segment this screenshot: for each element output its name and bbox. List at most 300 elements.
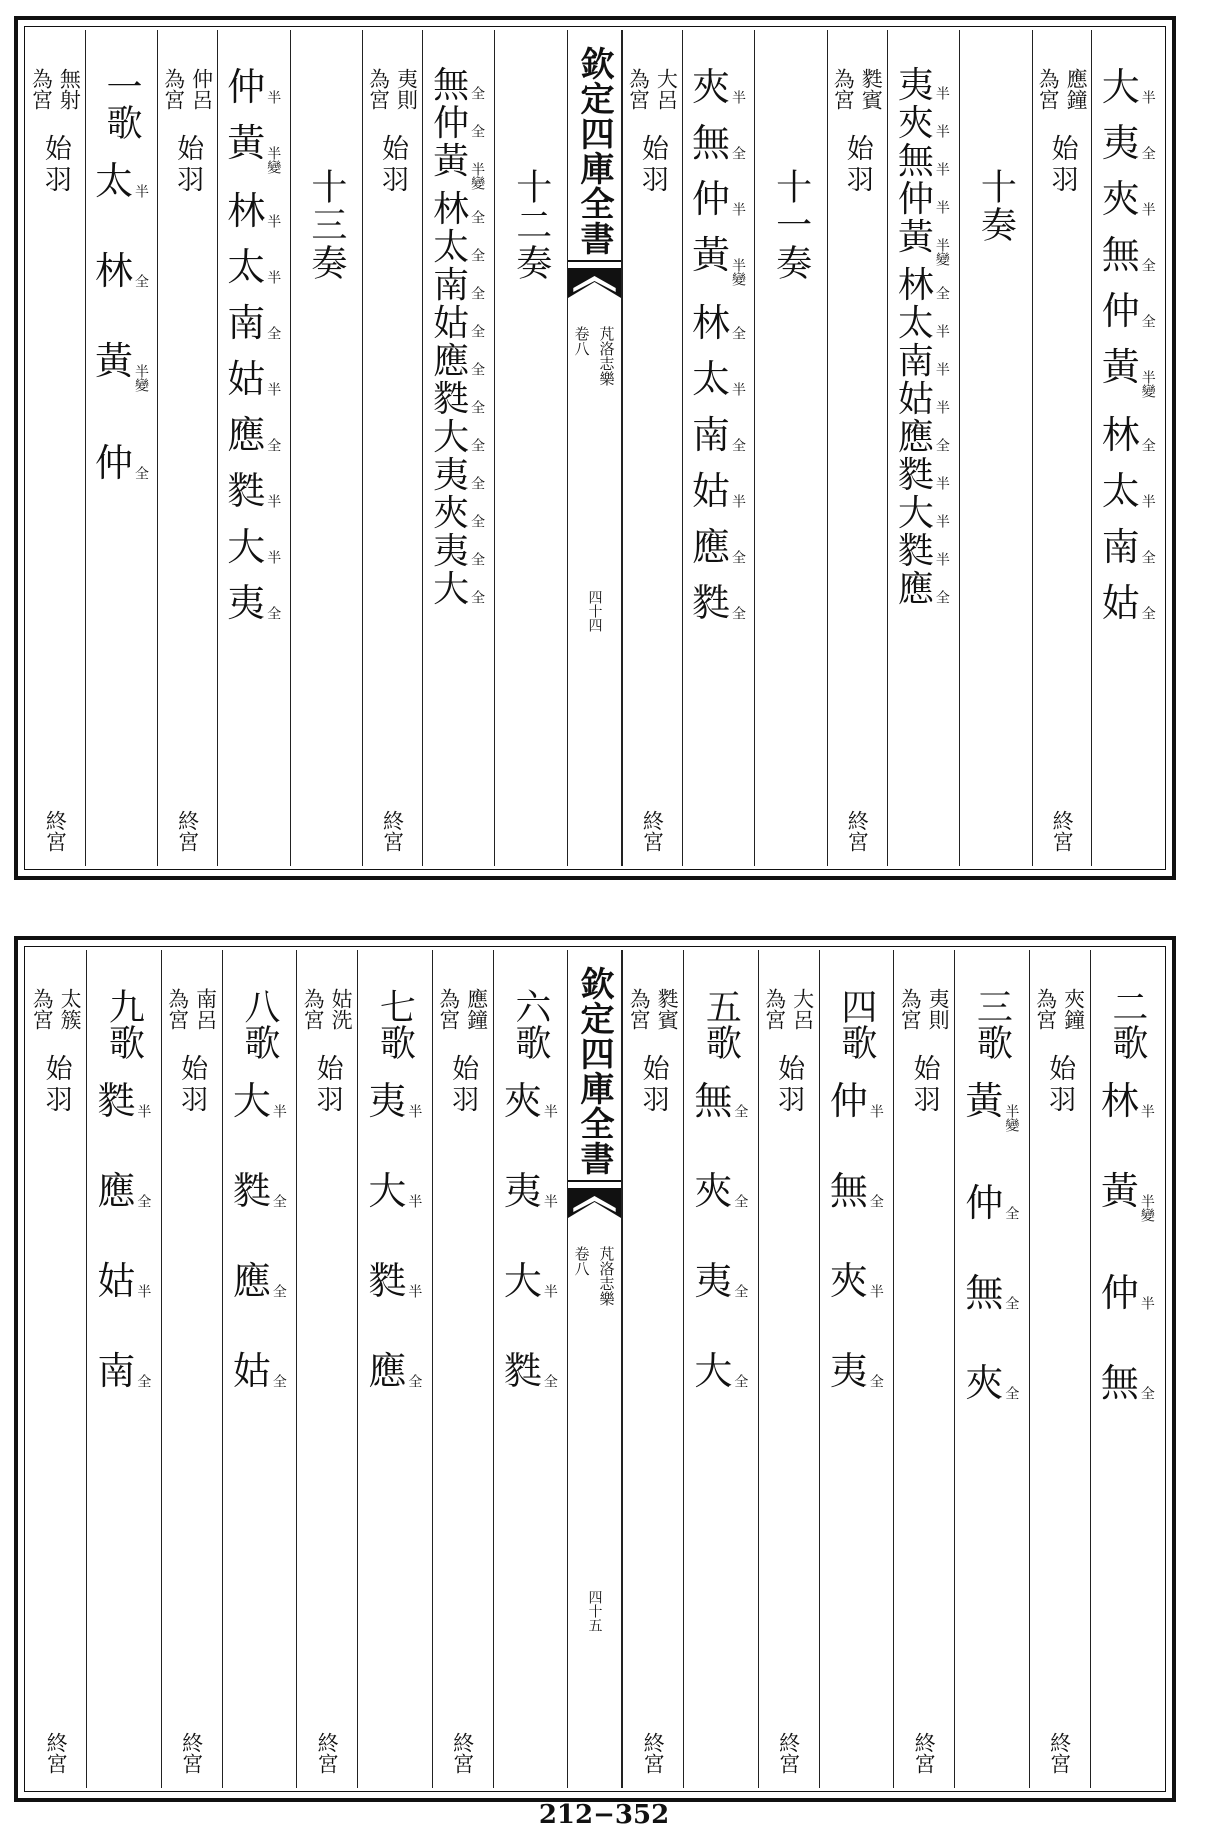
- tune-pitch: 應鐘: [464, 988, 489, 1030]
- note-pitch: 黃: [691, 233, 730, 277]
- note-pitch: 無: [1101, 233, 1140, 277]
- note-mark: 半: [1138, 1104, 1155, 1118]
- note-pitch: 夾: [897, 103, 934, 144]
- note: [897, 65, 950, 106]
- note-pitch: 黃: [94, 339, 133, 383]
- fishtail-mark-icon: [568, 1188, 621, 1224]
- note: [694, 1079, 749, 1123]
- note: [1100, 1361, 1155, 1405]
- note: [97, 1169, 152, 1213]
- note-mark: 半變: [469, 162, 486, 190]
- center-margin-column: [567, 950, 622, 1788]
- top-page-panel: [14, 16, 1176, 880]
- note: [965, 1361, 1020, 1405]
- note-mark: 全: [469, 248, 486, 262]
- tune-end: 終宮: [641, 1732, 666, 1774]
- note-pitch: 無: [433, 65, 470, 106]
- tune-end: 終宮: [380, 810, 405, 852]
- note: [1101, 177, 1156, 221]
- note-pitch: 夾: [694, 1169, 733, 1213]
- note-pitch: 夷: [829, 1349, 868, 1393]
- tune-key-label: [30, 68, 80, 110]
- note-mark: 全: [732, 1374, 749, 1388]
- note-mark: 全: [469, 590, 486, 604]
- note-pitch: 姑: [97, 1259, 136, 1303]
- notes-column: [86, 950, 160, 1788]
- note-pitch: 無: [1100, 1361, 1139, 1405]
- tune-key-label: [167, 988, 217, 1030]
- note-pitch: 林: [897, 265, 934, 306]
- note-mark: 全: [265, 606, 282, 620]
- note: [227, 469, 282, 513]
- note-mark: 半變: [1139, 370, 1156, 398]
- song-number: 六歌: [509, 988, 551, 1060]
- note-pitch: 姑: [433, 303, 470, 344]
- note: [1101, 413, 1156, 457]
- tune-gong: 為宮: [436, 988, 461, 1030]
- song-number: 三歌: [971, 988, 1013, 1060]
- tune-gong: 為宮: [29, 68, 54, 110]
- note-pitch: 姑: [691, 469, 730, 513]
- note: [1101, 233, 1156, 277]
- tune-mode: 始羽: [1046, 134, 1078, 196]
- note-pitch: 㽔: [433, 379, 470, 420]
- note: [368, 1169, 423, 1213]
- note-mark: 全: [469, 210, 486, 224]
- tune-mode: 始羽: [1044, 1054, 1076, 1116]
- tune-end: 終宮: [43, 810, 68, 852]
- tune-gong: 為宮: [161, 68, 186, 110]
- note: [829, 1259, 884, 1303]
- note-mark: 半: [265, 270, 282, 284]
- note: [433, 531, 486, 572]
- chapter-title: 芃洛志樂: [597, 1246, 616, 1306]
- tune-end: 終宮: [912, 1732, 937, 1774]
- section-heading: 十二奏: [510, 168, 552, 282]
- song-number: 七歌: [374, 988, 416, 1060]
- tune-gong: 為宮: [627, 988, 652, 1030]
- note-mark: 全: [469, 286, 486, 300]
- note: [433, 493, 486, 534]
- note: [694, 1259, 749, 1303]
- note: [503, 1169, 558, 1213]
- note: [1101, 345, 1156, 398]
- tune-end: 終宮: [640, 810, 665, 852]
- folio-number: 四十五: [586, 1590, 603, 1632]
- note-mark: 半變: [1138, 1194, 1155, 1222]
- note-pitch: 㽔: [227, 469, 266, 513]
- tune-mode: 始羽: [637, 1054, 669, 1116]
- note-mark: 全: [270, 1194, 287, 1208]
- tune-gong: 為宮: [1036, 68, 1061, 110]
- tune-info-column: [432, 950, 493, 1788]
- tune-pitch: 仲呂: [189, 68, 214, 110]
- note-pitch: 太: [227, 245, 266, 289]
- note-pitch: 應: [227, 413, 266, 457]
- note: [503, 1349, 558, 1393]
- note: [1101, 121, 1156, 165]
- note-mark: 半: [933, 200, 950, 214]
- note-pitch: 應: [368, 1349, 407, 1393]
- note: [227, 581, 282, 625]
- note-pitch: 大: [503, 1259, 542, 1303]
- note-mark: 半: [265, 90, 282, 104]
- note-mark: 半: [933, 514, 950, 528]
- note-pitch: 仲: [965, 1181, 1004, 1225]
- note-pitch: 南: [897, 341, 934, 382]
- tune-pitch: 㽔賓: [859, 68, 884, 110]
- tune-mode: 始羽: [636, 134, 668, 196]
- tune-end: 終宮: [450, 1732, 475, 1774]
- notes-column: [683, 950, 757, 1788]
- note: [227, 121, 282, 174]
- note: [227, 413, 282, 457]
- note-mark: 全: [730, 550, 746, 564]
- notes-column: [357, 950, 431, 1788]
- note: [1101, 469, 1156, 513]
- note-mark: 半: [1139, 494, 1156, 508]
- note-pitch: 夾: [691, 65, 730, 109]
- note-mark: 全: [933, 590, 950, 604]
- note-pitch: 夷: [368, 1079, 407, 1123]
- note: [368, 1079, 423, 1123]
- note: [1101, 525, 1156, 569]
- note-mark: 全: [1138, 1386, 1155, 1400]
- page-number: 212−352: [538, 1800, 670, 1830]
- note: [691, 177, 746, 221]
- note-mark: 全: [1003, 1206, 1020, 1220]
- note-mark: 全: [732, 1104, 749, 1118]
- tune-info-column: [758, 950, 819, 1788]
- note-pitch: 㽔: [232, 1169, 271, 1213]
- tune-info-column: [1029, 950, 1090, 1788]
- fishtail-mark-icon: [568, 268, 621, 304]
- note-mark: 全: [1139, 438, 1156, 452]
- note: [227, 245, 282, 289]
- note-pitch: 南: [1101, 525, 1140, 569]
- note-mark: 半: [541, 1284, 558, 1298]
- note-pitch: 太: [897, 303, 934, 344]
- note-pitch: 黃: [433, 141, 470, 182]
- note-mark: 半: [867, 1284, 884, 1298]
- tune-key-label: [832, 68, 882, 110]
- note-mark: 半: [541, 1194, 558, 1208]
- tune-mode: 始羽: [376, 134, 408, 196]
- note-pitch: 夷: [227, 581, 266, 625]
- note-mark: 半: [867, 1104, 884, 1118]
- notes-column: [887, 30, 960, 866]
- note-pitch: 姑: [232, 1349, 271, 1393]
- note-mark: 全: [469, 324, 486, 338]
- note-mark: 半: [933, 324, 950, 338]
- note-mark: 全: [265, 438, 282, 452]
- note-pitch: 南: [691, 413, 730, 457]
- note-pitch: 應: [433, 341, 470, 382]
- note: [97, 1079, 152, 1123]
- note-pitch: 黃: [965, 1079, 1004, 1123]
- note-pitch: 㽔: [503, 1349, 542, 1393]
- song-number: 九歌: [103, 988, 145, 1060]
- tune-info-column: [893, 950, 954, 1788]
- note: [691, 469, 746, 513]
- note: [897, 341, 950, 382]
- note: [691, 525, 746, 569]
- note-mark: 半: [265, 382, 282, 396]
- note-pitch: 大: [227, 525, 266, 569]
- note: [897, 569, 950, 610]
- note-pitch: 仲: [433, 103, 470, 144]
- note: [897, 303, 950, 344]
- notes-column: [493, 950, 567, 1788]
- note-mark: 半: [1139, 202, 1156, 216]
- note: [1101, 65, 1156, 109]
- note-pitch: 大: [694, 1349, 733, 1393]
- note-pitch: 夾: [829, 1259, 868, 1303]
- tune-key-label: [899, 988, 949, 1030]
- note-mark: 半: [933, 552, 950, 566]
- note: [897, 103, 950, 144]
- tune-gong: 為宮: [762, 988, 787, 1030]
- notes-column: [422, 30, 495, 866]
- note: [433, 379, 486, 420]
- tune-key-label: [438, 988, 488, 1030]
- note: [829, 1079, 884, 1123]
- note-pitch: 林: [433, 189, 470, 230]
- tune-info-column: [827, 30, 887, 866]
- note-mark: 全: [867, 1374, 884, 1388]
- tune-mode: 始羽: [172, 134, 204, 196]
- tune-pitch: 夷則: [926, 988, 951, 1030]
- note-pitch: 太: [691, 357, 730, 401]
- note-mark: 半: [265, 550, 282, 564]
- note-pitch: 大: [368, 1169, 407, 1213]
- chapter-heading: [572, 326, 618, 386]
- note-mark: 半: [933, 124, 950, 138]
- note: [227, 525, 282, 569]
- note-pitch: 黃: [1101, 345, 1140, 389]
- note-pitch: 大: [897, 493, 934, 534]
- tune-mode: 始羽: [908, 1054, 940, 1116]
- note-pitch: 林: [1100, 1079, 1139, 1123]
- tune-info-column: [362, 30, 422, 866]
- tune-pitch: 太簇: [58, 988, 83, 1030]
- section-heading-column: [494, 30, 567, 866]
- note: [1101, 289, 1156, 333]
- note-pitch: 大: [1101, 65, 1140, 109]
- note-pitch: 應: [897, 417, 934, 458]
- note-pitch: 仲: [94, 441, 133, 485]
- tune-mode: 始羽: [447, 1054, 479, 1116]
- notes-column: [682, 30, 755, 866]
- tune-gong: 為宮: [30, 988, 55, 1030]
- note-mark: 半變: [730, 258, 746, 286]
- note: [897, 531, 950, 572]
- note-mark: 半變: [133, 364, 149, 392]
- note-mark: 全: [541, 1374, 558, 1388]
- note-mark: 全: [406, 1374, 423, 1388]
- tune-info-column: [296, 950, 357, 1788]
- note-mark: 全: [1139, 146, 1156, 160]
- tune-info-column: [622, 950, 683, 1788]
- tune-end: 終宮: [179, 1732, 204, 1774]
- note: [694, 1169, 749, 1213]
- note-mark: 半: [730, 90, 746, 104]
- note-pitch: 大: [232, 1079, 271, 1123]
- note-mark: 全: [469, 124, 486, 138]
- notes-column: [1091, 30, 1164, 866]
- note-mark: 半: [933, 400, 950, 414]
- note: [433, 303, 486, 344]
- note: [691, 121, 746, 165]
- note-pitch: 姑: [897, 379, 934, 420]
- note: [1100, 1079, 1155, 1123]
- note: [227, 189, 282, 233]
- tune-key-label: [163, 68, 213, 110]
- note-mark: 全: [469, 362, 486, 376]
- note-mark: 全: [1139, 314, 1156, 328]
- tune-end: 終宮: [44, 1732, 69, 1774]
- note: [433, 569, 486, 610]
- note: [897, 379, 950, 420]
- note-mark: 半: [406, 1104, 423, 1118]
- note: [227, 301, 282, 345]
- note: [503, 1079, 558, 1123]
- note-pitch: 南: [227, 301, 266, 345]
- note: [1100, 1169, 1155, 1222]
- note-pitch: 夾: [1101, 177, 1140, 221]
- book-title: 欽定四庫全書: [568, 42, 621, 262]
- note: [897, 217, 950, 266]
- note-mark: 全: [732, 1194, 749, 1208]
- notes-column: [217, 30, 290, 866]
- note-pitch: 㽔: [97, 1079, 136, 1123]
- tune-pitch: 無射: [57, 68, 82, 110]
- notes-column: [1090, 950, 1164, 1788]
- note: [691, 301, 746, 345]
- section-heading: 十一奏: [770, 168, 812, 282]
- note-pitch: 仲: [897, 179, 934, 220]
- notes-column: [819, 950, 893, 1788]
- tune-pitch: 㽔賓: [655, 988, 680, 1030]
- note-mark: 半: [135, 1104, 152, 1118]
- note-mark: 全: [867, 1194, 884, 1208]
- folio-number: 四十四: [586, 590, 603, 632]
- note-pitch: 夾: [433, 493, 470, 534]
- tune-pitch: 夾鐘: [1061, 988, 1086, 1030]
- note-mark: 半: [406, 1284, 423, 1298]
- note: [897, 455, 950, 496]
- song-number: 四歌: [835, 988, 877, 1060]
- note-mark: 半變: [933, 238, 950, 266]
- tune-gong: 為宮: [898, 988, 923, 1030]
- tune-pitch: 姑洗: [329, 988, 354, 1030]
- note-pitch: 夷: [433, 455, 470, 496]
- note: [433, 341, 486, 382]
- note-mark: 半變: [1003, 1104, 1020, 1132]
- song-number: 二歌: [1106, 988, 1148, 1060]
- tune-end: 終宮: [776, 1732, 801, 1774]
- tune-gong: 為宮: [831, 68, 856, 110]
- tune-key-label: [367, 68, 417, 110]
- note-pitch: 南: [97, 1349, 136, 1393]
- note: [691, 413, 746, 457]
- note: [965, 1079, 1020, 1132]
- note: [97, 1259, 152, 1303]
- note: [694, 1349, 749, 1393]
- note-pitch: 㽔: [368, 1259, 407, 1303]
- note-mark: 半: [933, 476, 950, 490]
- note-mark: 半變: [265, 146, 282, 174]
- note-mark: 全: [469, 552, 486, 566]
- tune-mode: 始羽: [40, 1054, 72, 1116]
- chapter-title: 芃洛志樂: [597, 326, 616, 386]
- note-mark: 全: [1139, 606, 1156, 620]
- note-mark: 半: [730, 202, 746, 216]
- note-mark: 全: [133, 274, 149, 288]
- note-mark: 全: [730, 606, 746, 620]
- note: [897, 493, 950, 534]
- note-pitch: 無: [897, 141, 934, 182]
- note-pitch: 姑: [1101, 581, 1140, 625]
- note-pitch: 應: [97, 1169, 136, 1213]
- note-pitch: 無: [694, 1079, 733, 1123]
- note-mark: 全: [469, 400, 486, 414]
- tune-mode: 始羽: [39, 134, 71, 196]
- note-pitch: 無: [965, 1271, 1004, 1315]
- note: [691, 581, 746, 625]
- note: [1101, 581, 1156, 625]
- note-pitch: 夾: [965, 1361, 1004, 1405]
- note: [94, 159, 149, 203]
- notes-column: [954, 950, 1028, 1788]
- note-pitch: 林: [94, 249, 133, 293]
- note: [433, 65, 486, 106]
- note: [227, 357, 282, 401]
- note-mark: 半: [933, 362, 950, 376]
- note-mark: 半: [406, 1194, 423, 1208]
- tune-pitch: 大呂: [654, 68, 679, 110]
- note-pitch: 仲: [691, 177, 730, 221]
- section-heading-column: [959, 30, 1032, 866]
- note: [232, 1079, 287, 1123]
- section-heading: 十奏: [975, 168, 1017, 244]
- notes-column: [222, 950, 296, 1788]
- note-mark: 全: [133, 466, 149, 480]
- tune-pitch: 大呂: [790, 988, 815, 1030]
- note: [1100, 1271, 1155, 1315]
- note-mark: 全: [135, 1194, 152, 1208]
- note-pitch: 夷: [694, 1259, 733, 1303]
- note-mark: 全: [135, 1374, 152, 1388]
- note: [433, 455, 486, 496]
- tune-end: 終宮: [1050, 810, 1075, 852]
- note-pitch: 仲: [1101, 289, 1140, 333]
- note-mark: 全: [469, 476, 486, 490]
- tune-gong: 為宮: [366, 68, 391, 110]
- note-pitch: 林: [1101, 413, 1140, 457]
- note-mark: 半: [133, 184, 149, 198]
- tune-end: 終宮: [1047, 1732, 1072, 1774]
- note: [94, 441, 149, 485]
- tune-info-column: [622, 30, 682, 866]
- note-mark: 半: [270, 1104, 287, 1118]
- tune-end: 終宮: [175, 810, 200, 852]
- tune-gong: 為宮: [301, 988, 326, 1030]
- note-pitch: 無: [691, 121, 730, 165]
- tune-key-label: [764, 988, 814, 1030]
- volume-number: 卷八: [572, 1246, 591, 1276]
- tune-end: 終宮: [845, 810, 870, 852]
